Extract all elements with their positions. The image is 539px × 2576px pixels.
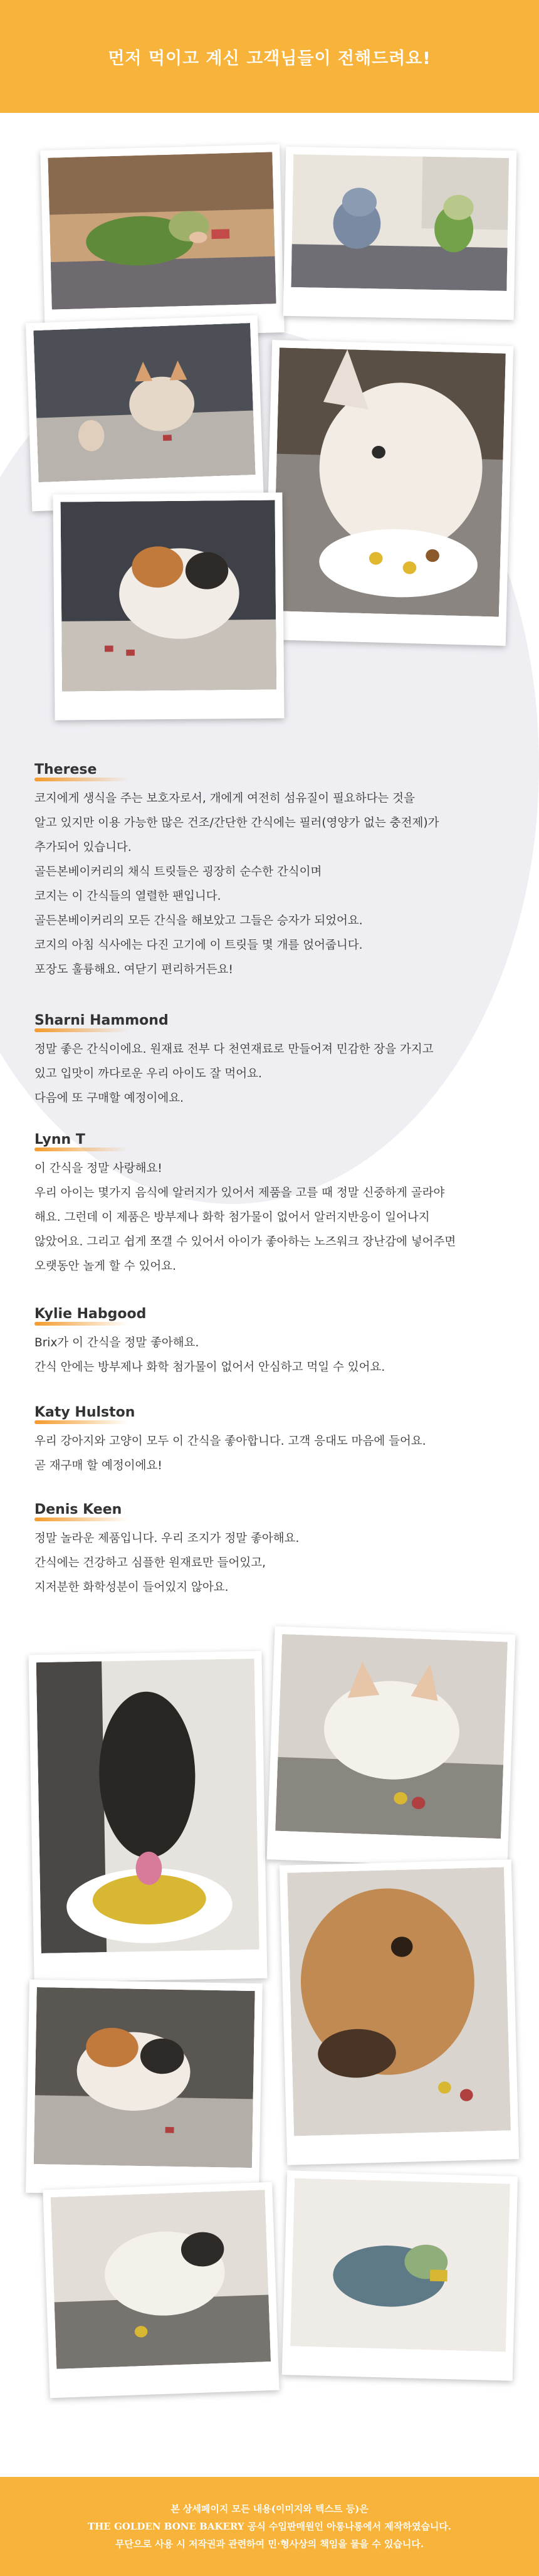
review-text: 알고 있지만 이용 가능한 많은 건조/간단한 간식에는 필러(영양가 없는 충전제)가 <box>34 816 439 830</box>
review-therese <box>34 762 511 982</box>
review-text: Brix가 이 간식을 정말 좋아해요. <box>34 1336 199 1349</box>
photo-white-dog <box>264 340 513 646</box>
review-katy-hulston <box>34 1405 511 1478</box>
footer-notice: 본 상세페이지 모든 내용(이미지와 텍스트 등)은 <box>170 2503 369 2515</box>
review-text: 있고 입맛이 까다로운 우리 아이도 잘 먹어요. <box>34 1067 262 1080</box>
photo-white-cat-eating <box>267 1626 516 1867</box>
reviewer-name: Denis Keen <box>34 1502 122 1521</box>
review-text: 우리 강아지와 고양이 모두 이 간식을 좋아합니다. 고객 응대도 마음에 들어요. <box>34 1435 426 1448</box>
footer-notice: THE GOLDEN BONE BAKERY 공식 수입판매원인 아롱나롱에서 제작하였습니다. <box>87 2521 452 2532</box>
page-title: 먼저 먹이고 계신 고객님들이 전해드려요! <box>108 48 431 68</box>
photo-parrot-chewing <box>40 144 285 339</box>
review-text: 우리 아이는 몇가지 음식에 알러지가 있어서 제품을 고를 때 정말 신중하게 골라야 <box>34 1186 445 1200</box>
review-text: 정말 좋은 간식이에요. 원재료 전부 다 천연재료로 만들어져 민감한 장을 가지고 <box>34 1043 434 1056</box>
photo-calico-cat-eating <box>26 1980 263 2197</box>
photo-two-parrots <box>283 147 517 320</box>
review-text: 추가되어 있습니다. <box>34 841 132 854</box>
reviewer-name: Kylie Habgood <box>34 1306 146 1326</box>
reviewer-name: Katy Hulston <box>34 1405 135 1424</box>
photo-dog-closeup <box>280 1859 519 2165</box>
photo-greyhound <box>28 1651 267 1982</box>
review-denis-keen <box>34 1502 511 1600</box>
review-text: 골든본베이커리의 모든 간식을 해보았고 그들은 승자가 되었어요. <box>34 914 363 927</box>
review-text: 이 간식을 정말 사랑해요! <box>34 1162 162 1175</box>
reviewer-name: Therese <box>34 762 97 781</box>
review-text: 다음에 또 구매할 예정이에요. <box>34 1092 184 1105</box>
page-header <box>0 0 539 113</box>
photo-calico-cat <box>53 492 284 720</box>
review-text: 포장도 훌륭해요. 여닫기 편리하거든요! <box>34 963 233 976</box>
review-text: 코지에게 생식을 주는 보호자로서, 개에게 여전히 섬유질이 필요하다는 것을 <box>34 792 415 805</box>
review-text: 지저분한 화학성분이 들어있지 않아요. <box>34 1581 229 1594</box>
review-text: 간식에는 건강하고 심플한 원재료만 들어있고, <box>34 1556 266 1570</box>
review-text: 골든본베이커리의 채식 트릿들은 굉장히 순수한 간식이며 <box>34 865 322 879</box>
review-lynn-t <box>34 1132 511 1279</box>
review-text: 않았어요. 그리고 쉽게 쪼갤 수 있어서 아이가 좋아하는 노즈워크 장난감에 넣어주면 <box>34 1235 456 1248</box>
review-text: 오랫동안 놀게 할 수 있어요. <box>34 1260 176 1273</box>
review-text: 정말 놀라운 제품입니다. 우리 조지가 정말 좋아해요. <box>34 1532 300 1545</box>
photo-parrot-treat <box>282 2170 518 2381</box>
page-footer <box>0 2477 539 2576</box>
photo-kittens <box>26 315 264 512</box>
review-text: 곧 재구매 할 예정이에요! <box>34 1459 162 1472</box>
footer-notice: 무단으로 사용 시 저작권과 관련하여 민·형사상의 책임을 물을 수 있습니다. <box>115 2538 424 2550</box>
reviewer-name: Sharni Hammond <box>34 1013 169 1032</box>
reviewer-name: Lynn T <box>34 1132 85 1151</box>
review-text: 해요. 그런데 이 제품은 방부제나 화학 첨가물이 없어서 알러지반응이 일어나지 <box>34 1211 430 1224</box>
photo-white-cat-treat <box>43 2182 279 2399</box>
review-text: 코지는 이 간식들의 열렬한 팬입니다. <box>34 890 221 903</box>
review-text: 코지의 아침 식사에는 다진 고기에 이 트릿들 몇 개를 얹어줍니다. <box>34 939 363 952</box>
review-sharni-hammond <box>34 1013 511 1111</box>
review-kylie-habgood <box>34 1306 511 1380</box>
review-text: 간식 안에는 방부제나 화학 첨가물이 없어서 안심하고 먹일 수 있어요. <box>34 1361 385 1374</box>
